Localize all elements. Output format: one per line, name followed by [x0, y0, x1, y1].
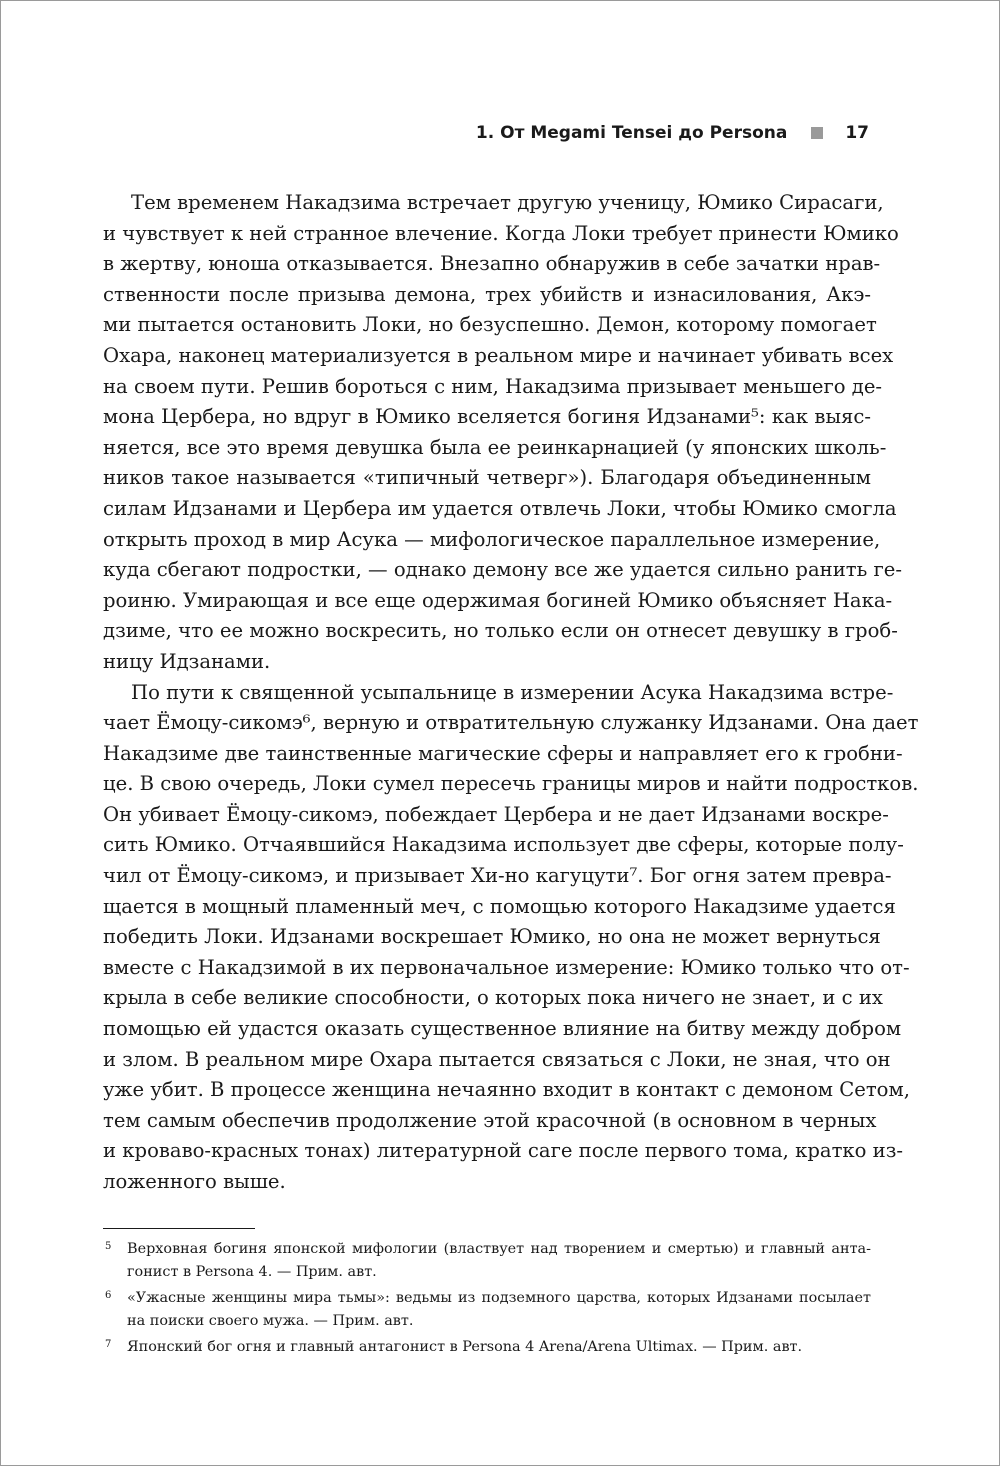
- text-line: Тем временем Накадзима встречает другую ученицу, Юмико Сирасаги,: [131, 191, 884, 214]
- text-line: щается в мощный пламенный меч, с помощью которого Накадзиме удается: [103, 894, 896, 918]
- text-line: уже убит. В процессе женщина нечаянно входит в контакт с демоном Сетом,: [103, 1078, 910, 1102]
- text-line: в жертву, юноша отказывается. Внезапно обнаружив в себе зачатки нрав-: [103, 252, 881, 276]
- footnote-number: 5: [105, 1241, 112, 1252]
- text-line: Охара, наконец материализуется в реальном мире и начинает убивать всех: [103, 343, 894, 367]
- footnote-line: на поиски своего мужа. — Прим. авт.: [127, 1313, 414, 1329]
- text-line: няется, все это время девушка была ее реинкарнацией (у японских школь-: [103, 435, 887, 459]
- footnote-number: 7: [105, 1339, 112, 1350]
- text-line: сить Юмико. Отчаявшийся Накадзима использует две сферы, которые полу-: [103, 833, 904, 857]
- text-line: на своем пути. Решив бороться с ним, Накадзима призывает меньшего де-: [103, 374, 883, 398]
- text-line: ми пытается остановить Локи, но безуспешно. Демон, которому помогает: [103, 313, 877, 337]
- text-line: дзиме, что ее можно воскресить, но только если он отнесет девушку в гроб-: [103, 619, 898, 643]
- text-line: чает Ёмоцу-сикомэ⁶, верную и отвратительную служанку Идзанами. Она дает: [103, 711, 919, 735]
- text-line: помощью ей удастся оказать существенное влияние на битву между добром: [103, 1017, 902, 1041]
- text-line: ницу Идзанами.: [103, 649, 271, 673]
- main-text: [103, 188, 919, 1198]
- footnote: [103, 1238, 871, 1284]
- text-line: ников такое называется «типичный четверг»). Благодаря объединенным: [103, 466, 871, 490]
- footnote-separator: [103, 1228, 255, 1229]
- running-header: [476, 123, 869, 143]
- text-line: открыть проход в мир Асука — мифологическое параллельное измерение,: [103, 527, 881, 551]
- text-line: и кроваво-красных тонах) литературной саге после первого тома, кратко из-: [103, 1139, 904, 1163]
- text-line: и чувствует к ней странное влечение. Когда Локи требует принести Юмико: [103, 221, 899, 245]
- text-line: Накадзиме две таинственные магические сферы и направляет его к гробни-: [103, 741, 903, 765]
- footnote: [103, 1336, 871, 1359]
- header-square-marker: [811, 127, 823, 139]
- text-line: ложенного выше.: [103, 1170, 286, 1193]
- paragraph: [103, 678, 919, 1198]
- text-line: тем самым обеспечив продолжение этой красочной (в основном в черных: [103, 1108, 877, 1132]
- footnote-line: Японский бог огня и главный антагонист в Persona 4 Arena/Arena Ultimax. — Прим. авт.: [127, 1339, 803, 1355]
- text-line: мона Цербера, но вдруг в Юмико вселяется богиня Идзанами⁵: как выяс-: [103, 405, 871, 429]
- text-line: силам Идзанами и Цербера им удается отвлечь Локи, чтобы Юмико смогла: [103, 496, 897, 520]
- footnotes: [103, 1238, 871, 1362]
- page-number: 17: [845, 123, 869, 143]
- text-line: роиню. Умирающая и все еще одержимая богиней Юмико объясняет Нака-: [103, 588, 893, 612]
- text-line: вместе с Накадзимой в их первоначальное измерение: Юмико только что от-: [103, 955, 910, 979]
- text-line: победить Локи. Идзанами воскрешает Юмико, но она не может вернуться: [103, 925, 881, 949]
- text-line: и злом. В реальном мире Охара пытается связаться с Локи, не зная, что он: [103, 1047, 891, 1071]
- text-line: ственности после призыва демона, трех убийств и изнасилования, Акэ-: [103, 282, 871, 306]
- footnote: [103, 1287, 871, 1333]
- footnote-line: «Ужасные женщины мира тьмы»: ведьмы из подземного царства, которых Идзанами посылает: [127, 1290, 871, 1306]
- footnote-line: гонист в Persona 4. — Прим. авт.: [127, 1264, 377, 1280]
- paragraph: [103, 188, 902, 678]
- text-line: це. В свою очередь, Локи сумел пересечь границы миров и найти подростков.: [103, 772, 919, 796]
- text-line: Он убивает Ёмоцу-сикомэ, побеждает Цербера и не дает Идзанами воскре-: [103, 802, 889, 826]
- text-line: По пути к священной усыпальнице в измерении Асука Накадзима встре-: [131, 680, 894, 704]
- chapter-title: 1. От Megami Tensei до Persona: [475, 123, 788, 143]
- footnote-number: 6: [105, 1290, 112, 1301]
- text-line: чил от Ёмоцу-сикомэ, и призывает Хи-но кагуцути⁷. Бог огня затем превра-: [103, 864, 892, 888]
- text-line: крыла в себе великие способности, о которых пока ничего не знает, и с их: [103, 986, 883, 1010]
- footnote-line: Верховная богиня японской мифологии (властвует над творением и смертью) и главный анта-: [127, 1241, 871, 1257]
- text-line: куда сбегают подростки, — однако демону все же удается сильно ранить ге-: [103, 558, 902, 582]
